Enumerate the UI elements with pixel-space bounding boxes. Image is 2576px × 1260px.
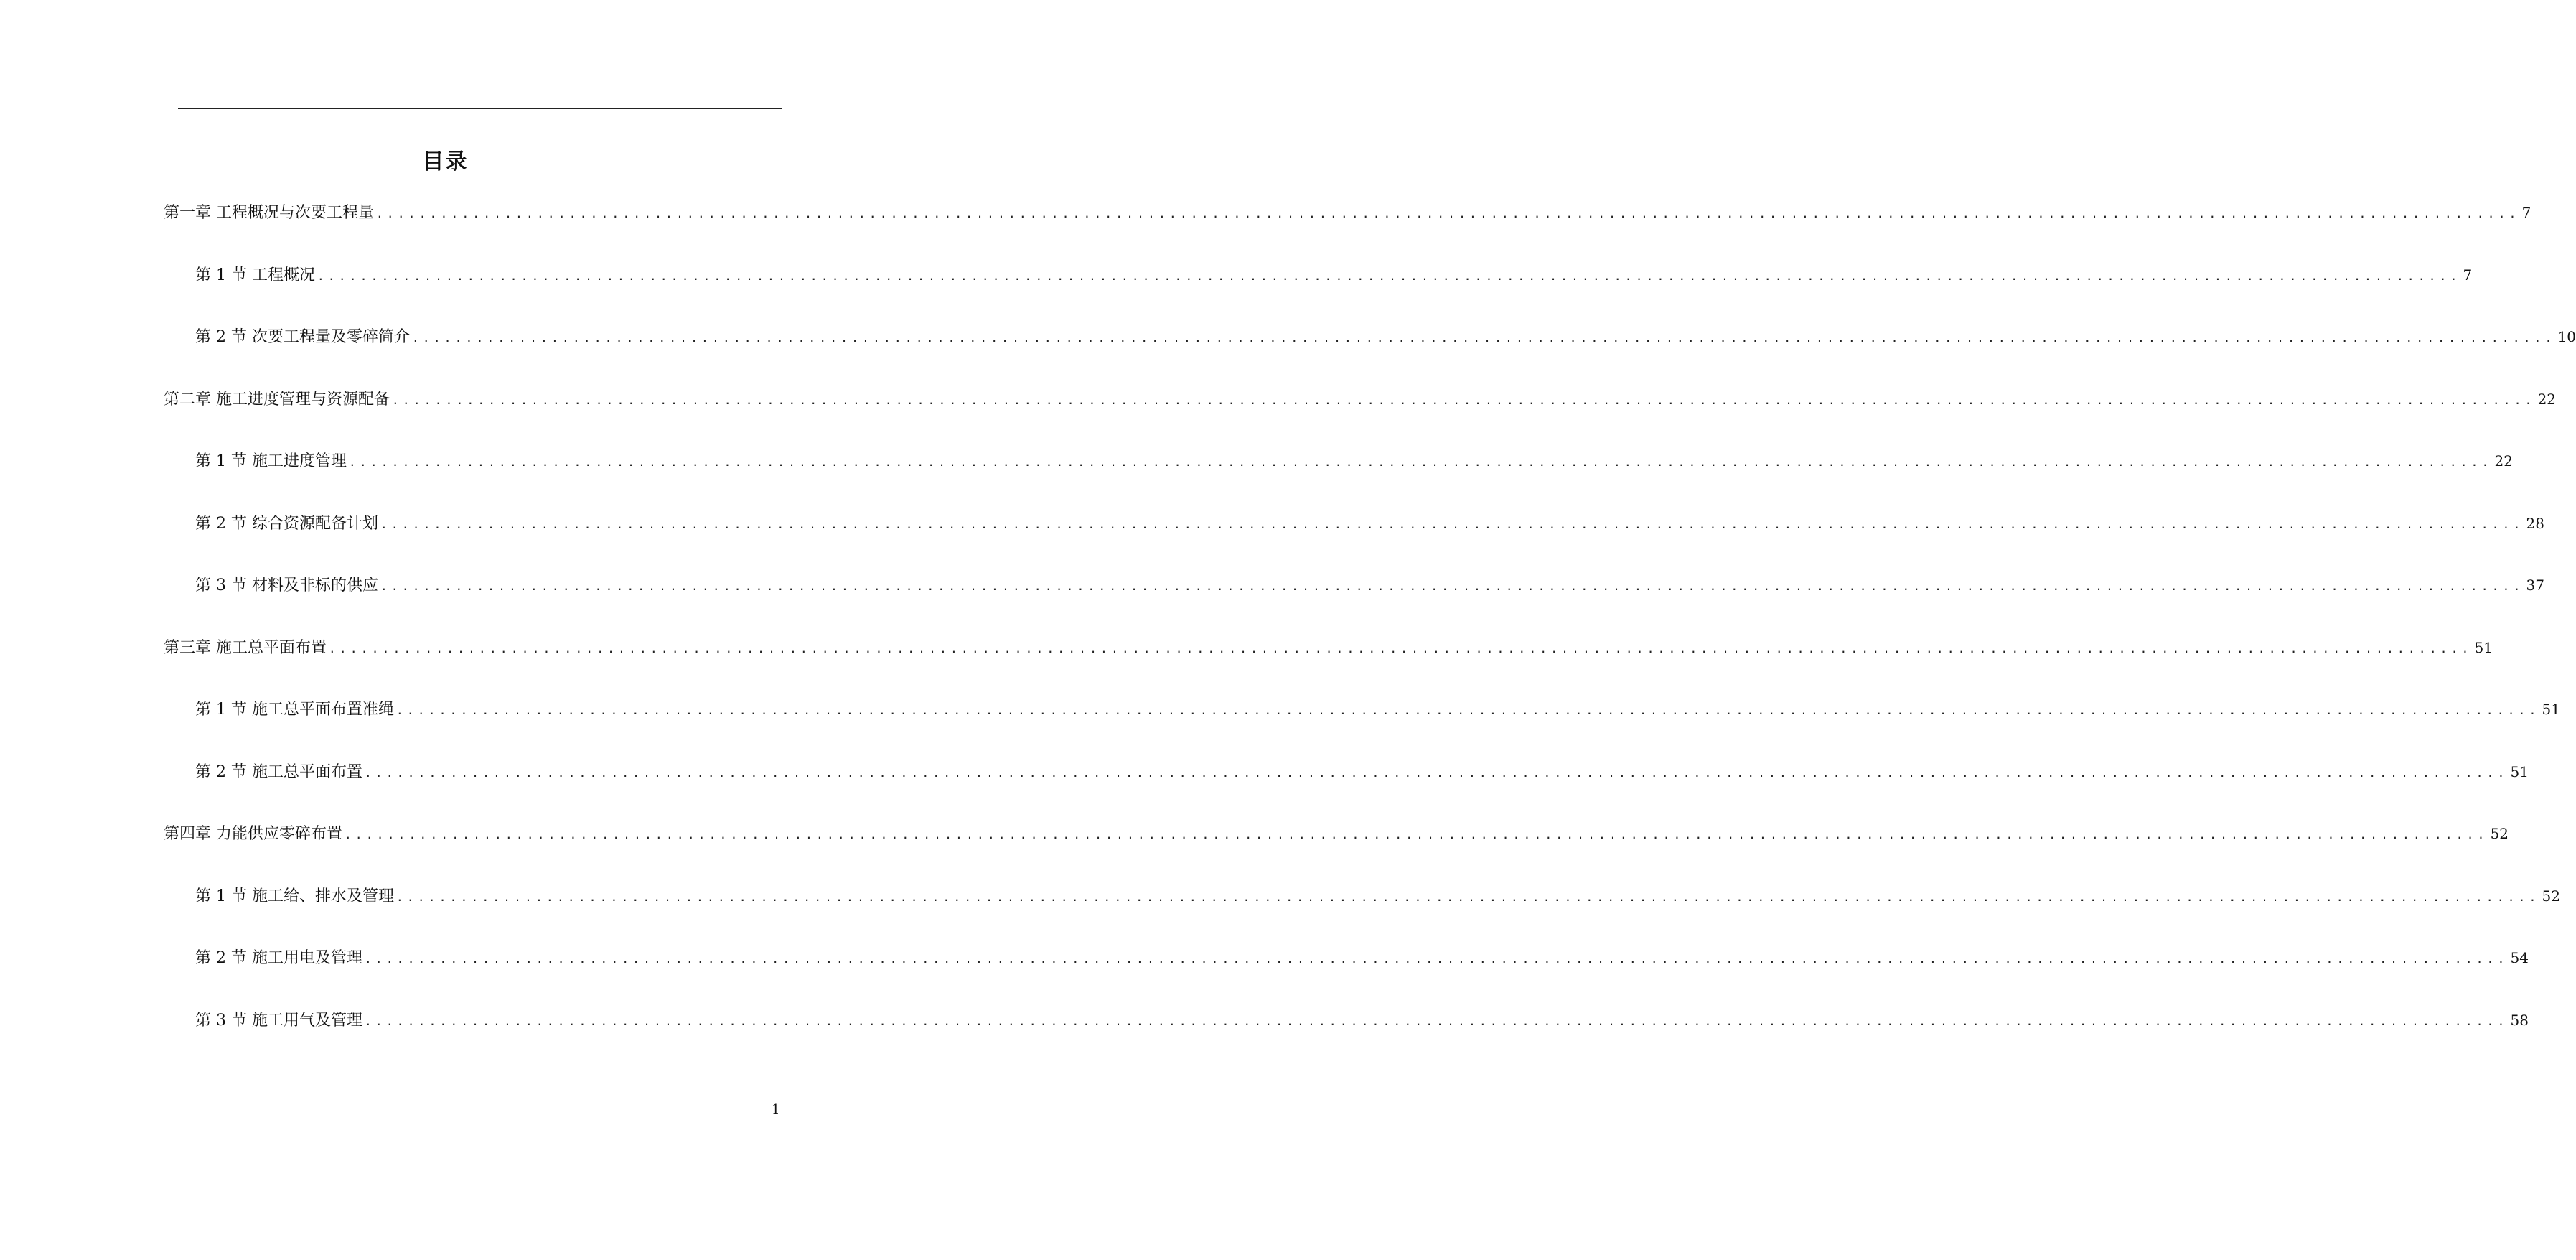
- toc-entry-label: 第 1 节 施工给、排水及管理: [195, 887, 394, 905]
- toc-entry-label: 第 1 节 施工总平面布置准绳: [195, 701, 394, 719]
- toc-leader-dots: ........................................................................................................................................................................................................: [364, 765, 2509, 780]
- toc-leader-dots: ........................................................................................................................................................................................................: [329, 641, 2473, 655]
- toc-leader-dots: ........................................................................................................................................................................................................: [411, 331, 2556, 345]
- toc-section-entry[interactable]: [195, 760, 2529, 784]
- toc-section-entry[interactable]: [195, 325, 2576, 349]
- toc-leader-dots: ........................................................................................................................................................................................................: [380, 579, 2524, 593]
- toc-entry-page: 51: [2510, 762, 2529, 780]
- toc-entry-page: 52: [2542, 887, 2560, 905]
- toc-entry-label: 第 2 节 施工总平面布置: [195, 762, 362, 781]
- toc-leader-dots: ........................................................................................................................................................................................................: [364, 1014, 2509, 1028]
- toc-entry-label: 第 2 节 次要工程量及零碎简介: [195, 328, 410, 346]
- toc-entry-label: 第 1 节 施工进度管理: [195, 452, 347, 470]
- toc-entry-page: 28: [2526, 514, 2544, 532]
- toc-section-entry[interactable]: [195, 449, 2513, 473]
- toc-entry-page: 7: [2521, 204, 2531, 221]
- toc-leader-dots: ........................................................................................................................................................................................................: [392, 393, 2536, 407]
- toc-entry-page: 54: [2510, 949, 2529, 966]
- toc-entry-label: 第 2 节 综合资源配备计划: [195, 514, 378, 533]
- toc-entry-page: 52: [2490, 825, 2509, 842]
- toc-entry-label: 第 3 节 施工用气及管理: [195, 1011, 362, 1030]
- toc-leader-dots: ........................................................................................................................................................................................................: [380, 517, 2524, 531]
- toc-section-entry[interactable]: [195, 263, 2473, 287]
- toc-entry-label: 第 3 节 材料及非标的供应: [195, 577, 378, 594]
- toc-entry-page: 7: [2463, 266, 2473, 284]
- toc-section-entry[interactable]: [195, 1008, 2529, 1032]
- toc-entry-page: 51: [2474, 638, 2493, 656]
- toc-entry-page: 51: [2542, 701, 2560, 718]
- toc-title: 目录: [422, 149, 469, 174]
- toc-leader-dots: ........................................................................................................................................................................................................: [348, 455, 2493, 469]
- toc-leader-dots: ........................................................................................................................................................................................................: [364, 952, 2509, 966]
- toc-chapter-entry[interactable]: [164, 387, 2557, 411]
- toc-section-entry[interactable]: [195, 697, 2560, 722]
- toc-entry-page: 10: [2557, 328, 2576, 345]
- toc-entry-label: 第一章 工程概况与次要工程量: [164, 204, 374, 222]
- toc-leader-dots: ........................................................................................................................................................................................................: [345, 828, 2488, 841]
- toc-section-entry[interactable]: [195, 884, 2560, 908]
- toc-entry-label: 第二章 施工进度管理与资源配备: [164, 390, 390, 409]
- page-number: 1: [772, 1102, 780, 1117]
- toc-chapter-entry[interactable]: [164, 200, 2531, 225]
- toc-section-entry[interactable]: [195, 573, 2544, 597]
- toc-entry-label: 第 1 节 工程概况: [195, 266, 315, 284]
- toc-leader-dots: ........................................................................................................................................................................................................: [395, 704, 2540, 717]
- toc-entry-label: 第四章 力能供应零碎布置: [164, 825, 342, 843]
- toc-entry-label: 第三章 施工总平面布置: [164, 638, 327, 657]
- toc-entry-page: 58: [2510, 1011, 2529, 1029]
- toc-entry-page: 22: [2494, 452, 2513, 470]
- toc-entry-label: 第 2 节 施工用电及管理: [195, 949, 362, 967]
- toc-chapter-entry[interactable]: [164, 635, 2493, 660]
- toc-entry-page: 22: [2537, 390, 2557, 408]
- toc-section-entry[interactable]: [195, 511, 2544, 536]
- toc-section-entry[interactable]: [195, 946, 2529, 970]
- toc-leader-dots: ........................................................................................................................................................................................................: [395, 890, 2540, 904]
- toc-entry-page: 37: [2526, 577, 2544, 594]
- toc-chapter-entry[interactable]: [164, 821, 2509, 846]
- toc-leader-dots: ........................................................................................................................................................................................................: [376, 207, 2520, 220]
- toc-leader-dots: ........................................................................................................................................................................................................: [317, 269, 2461, 283]
